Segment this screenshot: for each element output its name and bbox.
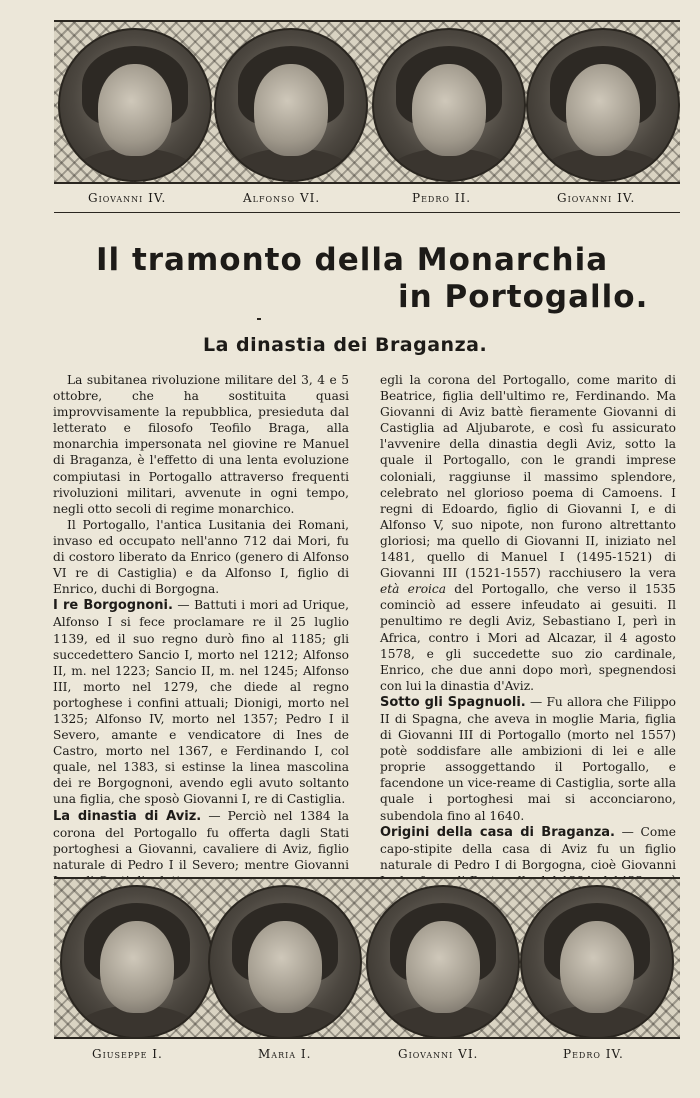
right-paragraph-2 <box>380 694 676 824</box>
caption-bottom-3: Giovanni VI. <box>398 1047 479 1061</box>
caption-bottom-1: Giuseppe I. <box>92 1047 163 1061</box>
caption-bottom-2: Maria I. <box>258 1047 312 1061</box>
title-dot <box>257 318 261 320</box>
right-paragraph-2-text: — Fu allora che Filippo II di Spagna, che aveva in moglie Maria, figlia di Giovanni III di Portogallo (morto nel 1557) potè soddisfare alle ambizioni di lei e alle proprie assoggettando il Portogallo, e facendone un vice-reame di Castiglia, sorte alla quale i portoghesi mai si acconciarono, subendola fino al 1640. <box>380 694 676 823</box>
portrait-giovanni-iv-2 <box>526 28 680 182</box>
portrait-giuseppe-i <box>60 885 214 1039</box>
caption-top-4: Giovanni IV. <box>557 191 636 205</box>
right-paragraph-1 <box>380 372 676 694</box>
top-portrait-band <box>54 20 680 184</box>
top-divider <box>54 212 680 213</box>
portrait-giovanni-vi <box>366 885 520 1039</box>
left-paragraph-1: La subitanea rivoluzione militare del 3, 4 e 5 ottobre, che ha sostituita quasi improvvisamente la repubblica, presieduta dal letterato e filosofo Teofilo Braga, alla monarchia impersonata nel giovine re Manuel di Braganza, è l'effetto di una lenta evoluzione compiutasi in Portogallo attraverso frequenti rivoluzioni militari, avvenute in ogni tempo, negli otto secoli di regime monarchico. <box>53 373 349 516</box>
portrait-pedro-iv <box>520 885 674 1039</box>
page-title-line2: in Portogallo. <box>398 279 649 315</box>
heading-dinastia-aviz: La dinastia di Aviz. <box>53 808 202 824</box>
right-paragraph-1a: egli la corona del Portogallo, come marito di Beatrice, figlia dell'ultimo re, Ferdinando. Ma Giovanni di Aviz battè fieramente Giovanni di Castiglia ad Aljubarote, e così fu assicurato l'avvenire della dinastia degli Aviz, sotto la quale il Portogallo, con le grandi imprese coloniali, raggiunse il massimo splendore, celebrato nel glorioso poema di Camoens. I regni di Edoardo, figlio di Giovanni I, e di Alfonso V, suo nipote, non furono altrettanto gloriosi; ma quello di Giovanni II, iniziato nel 1481, quello di Manuel I (1495-1521) di Giovanni III (1521-1557) racchiusero la vera <box>380 373 676 581</box>
portrait-maria-i <box>208 885 362 1039</box>
portrait-pedro-ii <box>372 28 526 182</box>
right-paragraph-3-text: — Come capo-stipite della casa di Aviz fu un figlio naturale di Pedro I di Borgogna, cioè Giovanni <box>380 824 676 872</box>
caption-top-1: Giovanni IV. <box>88 191 167 205</box>
page-title-line1: Il tramonto della Monarchia <box>96 242 609 278</box>
left-paragraph-3-text: — Battuti i mori ad Urique, Alfonso I si fece proclamare re il 25 luglio 1139, ed il suo regno durò fino al 1185; gli succedettero Sancio I, morto nel 1212; Alfonso II, m. nel 1223; Sancio II, m. nel 1245; Alfonso III, morto nel 1279, che diede al regno portoghese i confini attuali; Dionigi, morto nel 1325; Alfonso IV, morto nel 1357; Pedro I il Severo, amante e vendicatore di Ines de Castro, morto nel 1367, e Ferdinando I, col quale, nel 1383, si estinse la linea mascolina dei re Borgognoni, avendo egli avuto soltanto una figlia, che sposò Giovanni I, re di Castiglia. <box>53 598 349 807</box>
left-paragraph-2: Il Portogallo, l'antica Lusitania dei Romani, invaso ed occupato nell'anno 712 dai Mori, fu di costoro liberato da Enrico (genero di Alfonso VI re di Castiglia) e da Alfonso I, figlio di Enrico, duchi di Borgogna. <box>53 517 349 597</box>
caption-bottom-4: Pedro IV. <box>563 1047 624 1061</box>
heading-re-borgognoni: I re Borgognoni. <box>53 598 173 614</box>
right-paragraph-1-emphasis: età eroica <box>380 582 447 597</box>
left-column <box>53 372 349 889</box>
heading-origini-braganza: Origini della casa di Braganza. <box>380 824 615 840</box>
right-column <box>380 372 676 921</box>
caption-top-3: Pedro II. <box>412 191 472 205</box>
right-paragraph-1b: del Portogallo, che verso il 1535 cominciò ad essere infeudato ai gesuiti. Il penultimo re degli Aviz, Sebastiano I, perì in Africa, contro i Mori ad Alcazar, il 4 agosto 1578, e gli succedette suo zio cardinale, Enrico, che due anni dopo morì, spegnendosi con lui la dinastia d'Aviz. <box>380 582 676 693</box>
left-paragraph-3 <box>53 597 349 807</box>
portrait-giovanni-iv <box>58 28 212 182</box>
left-paragraph-4-text: — Perciò nel 1384 la corona del Portogallo fu offerta dagli Stati portoghesi a Giovanni, cavaliere di Aviz, figlio naturale di Pedro I il Severo; mentre Giovanni <box>53 808 349 872</box>
heading-sotto-spagnuoli: Sotto gli Spagnuoli. <box>380 694 526 710</box>
caption-top-2: Alfonso VI. <box>243 191 321 205</box>
portrait-alfonso-vi <box>214 28 368 182</box>
section-subtitle: La dinastia dei Braganza. <box>203 334 488 356</box>
bottom-portrait-band <box>54 877 680 1039</box>
